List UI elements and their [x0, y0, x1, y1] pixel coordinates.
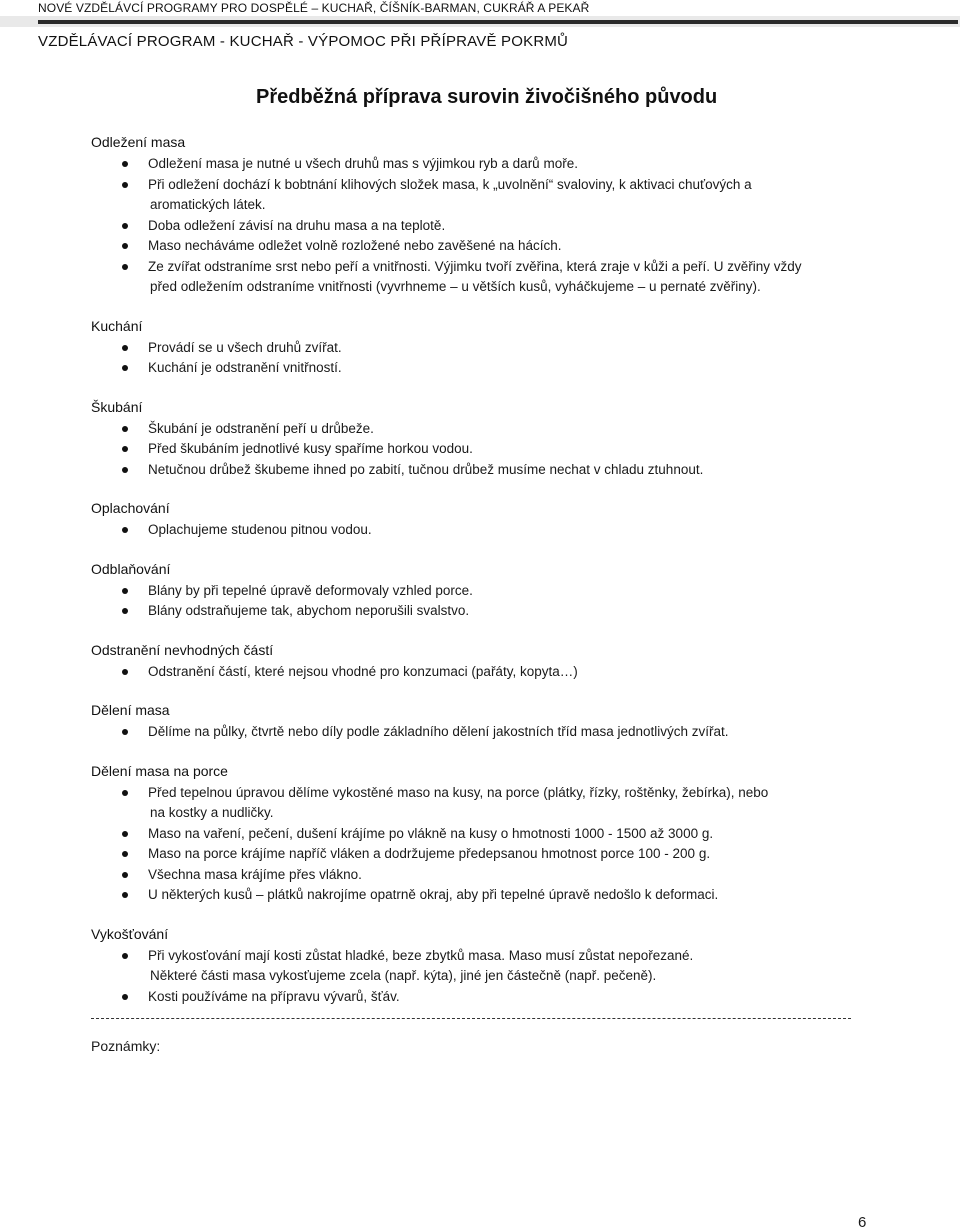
bullet-icon: [122, 467, 128, 473]
bullet-list: [91, 419, 871, 481]
bullet-icon: [122, 790, 128, 796]
bullet-icon: [122, 892, 128, 898]
list-item: U některých kusů – plátků nakrojíme opatrně okraj, aby při tepelné úpravě nedošlo k deformaci.: [91, 885, 871, 906]
bullet-icon: [122, 527, 128, 533]
bullet-icon: [122, 729, 128, 735]
bullet-list: [91, 338, 871, 379]
section-title: Kuchání: [91, 317, 143, 334]
list-item: Maso na vaření, pečení, dušení krájíme po vlákně na kusy o hmotnosti 1000 - 1500 až 3000 g.: [91, 824, 871, 845]
list-item: Oplachujeme studenou pitnou vodou.: [91, 520, 871, 541]
bullet-icon: [122, 243, 128, 249]
bullet-icon: [122, 161, 128, 167]
bullet-icon: [122, 953, 128, 959]
list-item: Před tepelnou úpravou dělíme vykostěné maso na kusy, na porce (plátky, řízky, roštěnky, žebírka), nebo na kostky a nudličky.: [91, 783, 871, 824]
bullet-list: [91, 154, 871, 298]
bullet-list: [91, 722, 871, 743]
bullet-icon: [122, 223, 128, 229]
bullet-icon: [122, 446, 128, 452]
bullet-list: [91, 520, 871, 541]
bullet-icon: [122, 426, 128, 432]
bullet-icon: [122, 345, 128, 351]
section-title: Odstranění nevhodných částí: [91, 641, 274, 658]
document-body: [91, 130, 871, 1007]
bullet-list: [91, 662, 871, 683]
section-title: Dělení masa na porce: [91, 762, 228, 779]
bullet-list: [91, 581, 871, 622]
list-item: Kuchání je odstranění vnitřností.: [91, 358, 871, 379]
list-item: Provádí se u všech druhů zvířat.: [91, 338, 871, 359]
section-title: Odblaňování: [91, 560, 171, 577]
header-series: NOVÉ VZDĚLÁVCÍ PROGRAMY PRO DOSPĚLÉ – KUCHAŘ, ČÍŠNÍK-BARMAN, CUKRÁŘ A PEKAŘ: [38, 1, 590, 15]
list-item: Všechna masa krájíme přes vlákno.: [91, 865, 871, 886]
bullet-icon: [122, 365, 128, 371]
page-title: Předběžná příprava surovin živočišného původu: [256, 86, 718, 108]
list-item: Kosti používáme na přípravu vývarů, šťáv.: [91, 987, 871, 1008]
list-item: Při vykosťování mají kosti zůstat hladké, beze zbytků masa. Maso musí zůstat nepořezané. Některé části masa vykosťujeme zcela (např. kýta), jiné jen částečně (např. pečeně).: [91, 946, 871, 987]
bullet-icon: [122, 182, 128, 188]
list-item: Doba odležení závisí na druhu masa a na teplotě.: [91, 216, 871, 237]
notes-label: Poznámky:: [91, 1038, 161, 1054]
header-bar: [38, 20, 958, 24]
list-item: Před škubáním jednotlivé kusy spaříme horkou vodou.: [91, 439, 871, 460]
list-item: Dělíme na půlky, čtvrtě nebo díly podle základního dělení jakostních tříd masa jednotlivých zvířat.: [91, 722, 871, 743]
bullet-icon: [122, 588, 128, 594]
list-item: Ze zvířat odstraníme srst nebo peří a vnitřnosti. Výjimku tvoří zvěřina, která zraje v kůži a peří. U zvěřiny vždy před odležením odstraníme vnitřnosti (vyvrhneme – u větších kusů, vyháčkujeme – u pernaté zvěřiny).: [91, 257, 871, 298]
header-program: VZDĚLÁVACÍ PROGRAM - KUCHAŘ - VÝPOMOC PŘI PŘÍPRAVĚ POKRMŮ: [38, 33, 569, 50]
list-item: Odstranění částí, které nejsou vhodné pro konzumaci (pařáty, kopyta…): [91, 662, 871, 683]
section-title: Dělení masa: [91, 702, 170, 718]
list-item: Při odležení dochází k bobtnání klihových složek masa, k „uvolnění“ svaloviny, k aktivaci chuťových a aromatických látek.: [91, 175, 871, 216]
list-item: Maso necháváme odležet volně rozložené nebo zavěšené na hácích.: [91, 236, 871, 257]
page-number: 6: [858, 1214, 867, 1231]
section-title: Vykošťování: [91, 925, 169, 942]
list-item: Blány by při tepelné úpravě deformovaly vzhled porce.: [91, 581, 871, 602]
bullet-icon: [122, 994, 128, 1000]
list-item: Škubání je odstranění peří u drůbeže.: [91, 419, 871, 440]
list-item: Netučnou drůbež škubeme ihned po zabití, tučnou drůbež musíme nechat v chladu ztuhnout.: [91, 460, 871, 481]
bullet-icon: [122, 831, 128, 837]
section-title: Odležení masa: [91, 134, 186, 150]
list-item: Odležení masa je nutné u všech druhů mas s výjimkou ryb a darů moře.: [91, 154, 871, 175]
bullet-icon: [122, 851, 128, 857]
bullet-icon: [122, 608, 128, 614]
bullet-icon: [122, 669, 128, 675]
dashed-divider: [91, 1018, 851, 1019]
bullet-list: [91, 946, 871, 1008]
bullet-icon: [122, 264, 128, 270]
list-item: Blány odstraňujeme tak, abychom neporušili svalstvo.: [91, 601, 871, 622]
bullet-list: [91, 783, 871, 906]
bullet-icon: [122, 872, 128, 878]
section-title: Škubání: [91, 398, 143, 415]
list-item: Maso na porce krájíme napříč vláken a dodržujeme předepsanou hmotnost porce 100 - 200 g.: [91, 844, 871, 865]
section-title: Oplachování: [91, 500, 170, 516]
